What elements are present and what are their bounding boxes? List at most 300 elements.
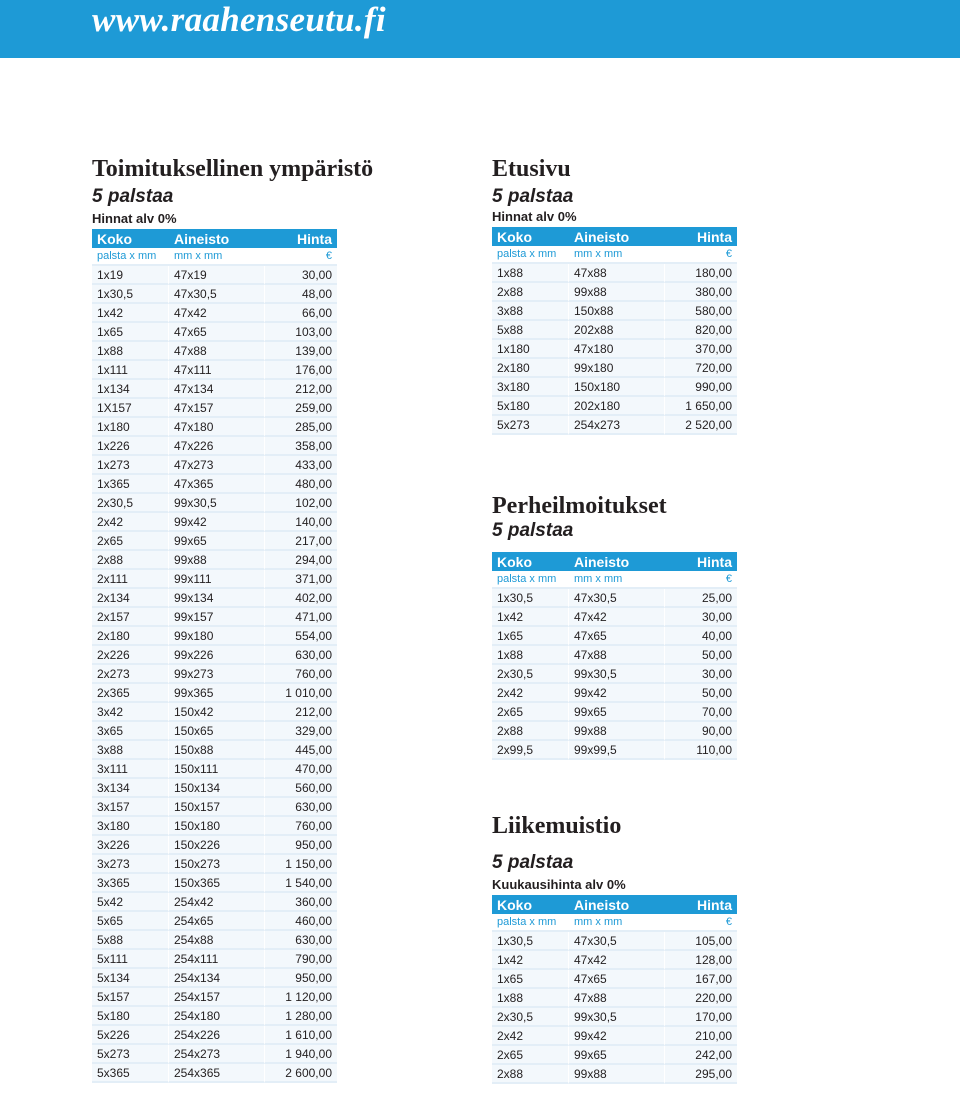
unit-koko: palsta x mm [92,248,169,266]
cell-aineisto: 47x30,5 [169,285,265,304]
col-header-hinta: Hinta [665,552,737,571]
table-row [92,285,337,304]
cell-hinta: 25,00 [665,589,737,608]
table-row [492,932,737,951]
cell-aineisto: 150x180 [169,817,265,836]
cell-aineisto: 99x88 [169,551,265,570]
cell-hinta: 470,00 [265,760,337,779]
cell-koko: 2x30,5 [492,1008,569,1027]
cell-hinta: 630,00 [265,646,337,665]
section-perheilmoitukset [492,492,737,760]
cell-koko: 2x111 [92,570,169,589]
table-row [92,418,337,437]
cell-koko: 2x88 [492,722,569,741]
table-row [492,589,737,608]
cell-hinta: 210,00 [665,1027,737,1046]
cell-hinta: 2 600,00 [265,1064,337,1083]
section-liikemuistio [492,812,737,1084]
cell-koko: 1x111 [92,361,169,380]
cell-hinta: 1 280,00 [265,1007,337,1026]
table-row [92,950,337,969]
cell-hinta: 329,00 [265,722,337,741]
cell-hinta: 212,00 [265,380,337,399]
cell-koko: 3x157 [92,798,169,817]
cell-koko: 3x273 [92,855,169,874]
cell-hinta: 30,00 [665,665,737,684]
cell-aineisto: 99x88 [569,283,665,302]
cell-koko: 1x42 [92,304,169,323]
cell-koko: 2x365 [92,684,169,703]
cell-hinta: 471,00 [265,608,337,627]
table-row [92,627,337,646]
col-header-hinta: Hinta [665,227,737,246]
cell-hinta: 370,00 [665,340,737,359]
unit-aineisto: mm x mm [569,914,665,932]
table-row [492,665,737,684]
cell-koko: 1x88 [492,646,569,665]
cell-hinta: 580,00 [665,302,737,321]
cell-koko: 3x134 [92,779,169,798]
cell-aineisto: 202x180 [569,397,665,416]
cell-koko: 3x65 [92,722,169,741]
table-row [492,1065,737,1084]
cell-hinta: 220,00 [665,989,737,1008]
cell-hinta: 1 120,00 [265,988,337,1007]
cell-aineisto: 47x180 [569,340,665,359]
cell-aineisto: 99x226 [169,646,265,665]
cell-hinta: 66,00 [265,304,337,323]
cell-koko: 5x42 [92,893,169,912]
cell-koko: 5x273 [92,1045,169,1064]
table-row [492,646,737,665]
cell-hinta: 285,00 [265,418,337,437]
table-row [92,988,337,1007]
cell-hinta: 90,00 [665,722,737,741]
table-row [492,741,737,760]
table-row [492,378,737,397]
cell-hinta: 371,00 [265,570,337,589]
section-subtitle: 5 palstaa [492,186,574,207]
table-row [492,684,737,703]
table-row [92,836,337,855]
cell-koko: 2x30,5 [92,494,169,513]
unit-koko: palsta x mm [492,914,569,932]
table-row [92,646,337,665]
cell-hinta: 259,00 [265,399,337,418]
cell-koko: 2x157 [92,608,169,627]
table-unit-row [492,246,737,264]
cell-hinta: 139,00 [265,342,337,361]
cell-koko: 2x65 [492,703,569,722]
cell-hinta: 720,00 [665,359,737,378]
cell-koko: 2x180 [92,627,169,646]
table-row [92,855,337,874]
cell-aineisto: 99x88 [569,722,665,741]
cell-hinta: 167,00 [665,970,737,989]
cell-hinta: 480,00 [265,475,337,494]
table-unit-row [492,914,737,932]
cell-aineisto: 99x65 [569,1046,665,1065]
table-row [492,989,737,1008]
section-subtitle: 5 palstaa [492,520,574,541]
cell-hinta: 760,00 [265,817,337,836]
cell-aineisto: 47x88 [569,264,665,283]
cell-koko: 2x273 [92,665,169,684]
cell-hinta: 217,00 [265,532,337,551]
table-row [92,513,337,532]
table-row [92,1026,337,1045]
cell-koko: 1x88 [92,342,169,361]
cell-hinta: 128,00 [665,951,737,970]
cell-aineisto: 150x273 [169,855,265,874]
unit-hinta: € [265,248,337,266]
cell-hinta: 105,00 [665,932,737,951]
cell-koko: 5x273 [492,416,569,435]
cell-aineisto: 254x226 [169,1026,265,1045]
cell-aineisto: 99x65 [569,703,665,722]
cell-hinta: 460,00 [265,912,337,931]
cell-aineisto: 99x99,5 [569,741,665,760]
cell-aineisto: 99x111 [169,570,265,589]
table-row [492,1008,737,1027]
table-header-row [492,895,737,914]
cell-koko: 5x65 [92,912,169,931]
cell-aineisto: 202x88 [569,321,665,340]
cell-aineisto: 47x88 [569,646,665,665]
cell-koko: 1x88 [492,264,569,283]
cell-hinta: 630,00 [265,798,337,817]
cell-aineisto: 99x134 [169,589,265,608]
cell-aineisto: 47x42 [169,304,265,323]
section-note: Hinnat alv 0% [492,209,577,224]
table-row [492,340,737,359]
cell-aineisto: 150x226 [169,836,265,855]
cell-hinta: 760,00 [265,665,337,684]
table-row [92,361,337,380]
col-header-hinta: Hinta [665,895,737,914]
cell-aineisto: 99x365 [169,684,265,703]
table-row [492,321,737,340]
table-row [92,608,337,627]
cell-hinta: 820,00 [665,321,737,340]
cell-hinta: 1 540,00 [265,874,337,893]
cell-aineisto: 150x180 [569,378,665,397]
section-note: Kuukausihinta alv 0% [492,877,626,892]
table-row [92,437,337,456]
cell-koko: 5x88 [92,931,169,950]
cell-aineisto: 99x30,5 [569,665,665,684]
section-title: Perheilmoitukset [492,493,667,519]
cell-koko: 3x226 [92,836,169,855]
table-row [492,416,737,435]
cell-hinta: 70,00 [665,703,737,722]
cell-aineisto: 254x273 [169,1045,265,1064]
unit-aineisto: mm x mm [569,571,665,589]
cell-koko: 2x42 [92,513,169,532]
cell-koko: 2x88 [492,283,569,302]
cell-koko: 1x42 [492,608,569,627]
cell-koko: 3x365 [92,874,169,893]
cell-aineisto: 150x65 [169,722,265,741]
cell-koko: 1x65 [92,323,169,342]
cell-aineisto: 47x226 [169,437,265,456]
table-row [92,779,337,798]
cell-hinta: 950,00 [265,969,337,988]
section-etusivu [492,155,737,435]
cell-aineisto: 254x134 [169,969,265,988]
cell-aineisto: 99x65 [169,532,265,551]
table-row [92,931,337,950]
table-row [92,342,337,361]
cell-koko: 2x180 [492,359,569,378]
table-row [92,874,337,893]
cell-hinta: 242,00 [665,1046,737,1065]
cell-koko: 2x65 [92,532,169,551]
cell-aineisto: 254x157 [169,988,265,1007]
cell-hinta: 360,00 [265,893,337,912]
cell-aineisto: 47x42 [569,608,665,627]
section-subtitle: 5 palstaa [492,852,574,873]
unit-aineisto: mm x mm [169,248,265,266]
cell-koko: 2x134 [92,589,169,608]
cell-koko: 2x88 [492,1065,569,1084]
cell-aineisto: 99x42 [169,513,265,532]
cell-hinta: 110,00 [665,741,737,760]
cell-aineisto: 99x42 [569,1027,665,1046]
cell-hinta: 102,00 [265,494,337,513]
table-row [92,551,337,570]
cell-koko: 2x88 [92,551,169,570]
col-header-aineisto: Aineisto [569,227,665,246]
table-row [492,951,737,970]
cell-hinta: 48,00 [265,285,337,304]
cell-koko: 5x157 [92,988,169,1007]
cell-hinta: 30,00 [265,266,337,285]
cell-aineisto: 47x42 [569,951,665,970]
cell-hinta: 402,00 [265,589,337,608]
cell-aineisto: 150x157 [169,798,265,817]
section-title: Etusivu [492,156,571,182]
cell-aineisto: 47x111 [169,361,265,380]
cell-aineisto: 254x111 [169,950,265,969]
price-table [492,895,737,1084]
cell-aineisto: 254x88 [169,931,265,950]
cell-hinta: 180,00 [665,264,737,283]
cell-aineisto: 47x180 [169,418,265,437]
table-row [92,684,337,703]
cell-hinta: 103,00 [265,323,337,342]
table-row [492,359,737,378]
cell-hinta: 40,00 [665,627,737,646]
table-row [92,570,337,589]
table-row [92,798,337,817]
cell-koko: 5x134 [92,969,169,988]
cell-hinta: 554,00 [265,627,337,646]
cell-hinta: 445,00 [265,741,337,760]
cell-koko: 5x365 [92,1064,169,1083]
col-header-aineisto: Aineisto [169,229,265,248]
cell-koko: 2x42 [492,684,569,703]
unit-koko: palsta x mm [492,246,569,264]
cell-hinta: 1 610,00 [265,1026,337,1045]
table-row [92,1045,337,1064]
cell-aineisto: 47x134 [169,380,265,399]
cell-koko: 5x88 [492,321,569,340]
cell-koko: 2x65 [492,1046,569,1065]
table-row [92,475,337,494]
col-header-koko: Koko [92,229,169,248]
table-row [92,969,337,988]
cell-hinta: 212,00 [265,703,337,722]
cell-aineisto: 47x19 [169,266,265,285]
cell-hinta: 50,00 [665,684,737,703]
cell-hinta: 1 010,00 [265,684,337,703]
cell-koko: 2x99,5 [492,741,569,760]
cell-koko: 2x42 [492,1027,569,1046]
cell-hinta: 950,00 [265,836,337,855]
cell-aineisto: 47x65 [569,627,665,646]
cell-aineisto: 47x273 [169,456,265,475]
cell-koko: 1X157 [92,399,169,418]
cell-hinta: 30,00 [665,608,737,627]
cell-koko: 5x180 [492,397,569,416]
unit-koko: palsta x mm [492,571,569,589]
cell-koko: 1x30,5 [92,285,169,304]
unit-hinta: € [665,246,737,264]
cell-aineisto: 254x180 [169,1007,265,1026]
section-note: Hinnat alv 0% [92,211,177,226]
table-row [92,817,337,836]
site-banner [0,0,960,58]
table-row [492,397,737,416]
cell-koko: 5x226 [92,1026,169,1045]
cell-koko: 1x19 [92,266,169,285]
cell-hinta: 1 650,00 [665,397,737,416]
cell-koko: 1x88 [492,989,569,1008]
table-row [492,283,737,302]
cell-hinta: 358,00 [265,437,337,456]
table-row [92,266,337,285]
cell-aineisto: 99x42 [569,684,665,703]
price-table [492,552,737,760]
unit-aineisto: mm x mm [569,246,665,264]
cell-aineisto: 47x65 [569,970,665,989]
cell-koko: 3x88 [492,302,569,321]
cell-aineisto: 47x365 [169,475,265,494]
table-row [92,532,337,551]
price-table [92,229,337,1083]
cell-hinta: 294,00 [265,551,337,570]
cell-hinta: 380,00 [665,283,737,302]
site-url[interactable]: www.raahenseutu.fi [92,0,386,39]
section-subtitle: 5 palstaa [92,186,174,207]
cell-hinta: 790,00 [265,950,337,969]
price-table [492,227,737,435]
table-row [492,1046,737,1065]
table-row [92,703,337,722]
table-row [492,722,737,741]
cell-aineisto: 150x88 [569,302,665,321]
col-header-aineisto: Aineisto [569,552,665,571]
table-row [92,893,337,912]
cell-aineisto: 47x30,5 [569,932,665,951]
cell-koko: 1x65 [492,970,569,989]
cell-koko: 5x180 [92,1007,169,1026]
cell-koko: 1x273 [92,456,169,475]
cell-aineisto: 150x88 [169,741,265,760]
cell-koko: 1x65 [492,627,569,646]
section-title: Toimituksellinen ympäristö [92,156,374,182]
table-row [492,608,737,627]
cell-koko: 1x134 [92,380,169,399]
table-unit-row [492,571,737,589]
cell-aineisto: 47x65 [169,323,265,342]
cell-hinta: 990,00 [665,378,737,397]
table-row [92,1064,337,1083]
cell-koko: 1x30,5 [492,932,569,951]
cell-aineisto: 99x30,5 [569,1008,665,1027]
section-title: Liikemuistio [492,813,622,839]
table-row [92,722,337,741]
table-header-row [92,229,337,248]
cell-aineisto: 47x88 [569,989,665,1008]
cell-aineisto: 47x30,5 [569,589,665,608]
cell-aineisto: 150x365 [169,874,265,893]
cell-aineisto: 150x42 [169,703,265,722]
table-row [92,741,337,760]
cell-aineisto: 47x157 [169,399,265,418]
cell-aineisto: 99x180 [569,359,665,378]
cell-koko: 5x111 [92,950,169,969]
table-row [492,302,737,321]
cell-aineisto: 99x180 [169,627,265,646]
cell-hinta: 140,00 [265,513,337,532]
table-row [92,760,337,779]
cell-aineisto: 99x30,5 [169,494,265,513]
cell-aineisto: 254x42 [169,893,265,912]
cell-hinta: 1 150,00 [265,855,337,874]
cell-aineisto: 99x273 [169,665,265,684]
table-row [92,456,337,475]
table-row [92,323,337,342]
table-header-row [492,227,737,246]
cell-hinta: 560,00 [265,779,337,798]
table-row [492,1027,737,1046]
cell-koko: 2x30,5 [492,665,569,684]
cell-aineisto: 254x365 [169,1064,265,1083]
table-row [492,264,737,283]
table-row [492,703,737,722]
cell-koko: 1x30,5 [492,589,569,608]
cell-hinta: 630,00 [265,931,337,950]
table-row [92,304,337,323]
cell-koko: 1x42 [492,951,569,970]
col-header-koko: Koko [492,552,569,571]
cell-hinta: 176,00 [265,361,337,380]
table-row [92,380,337,399]
cell-hinta: 2 520,00 [665,416,737,435]
unit-hinta: € [665,914,737,932]
col-header-koko: Koko [492,895,569,914]
cell-hinta: 433,00 [265,456,337,475]
cell-hinta: 295,00 [665,1065,737,1084]
cell-koko: 3x88 [92,741,169,760]
col-header-hinta: Hinta [265,229,337,248]
cell-koko: 3x111 [92,760,169,779]
cell-koko: 1x226 [92,437,169,456]
table-row [92,589,337,608]
cell-koko: 3x42 [92,703,169,722]
